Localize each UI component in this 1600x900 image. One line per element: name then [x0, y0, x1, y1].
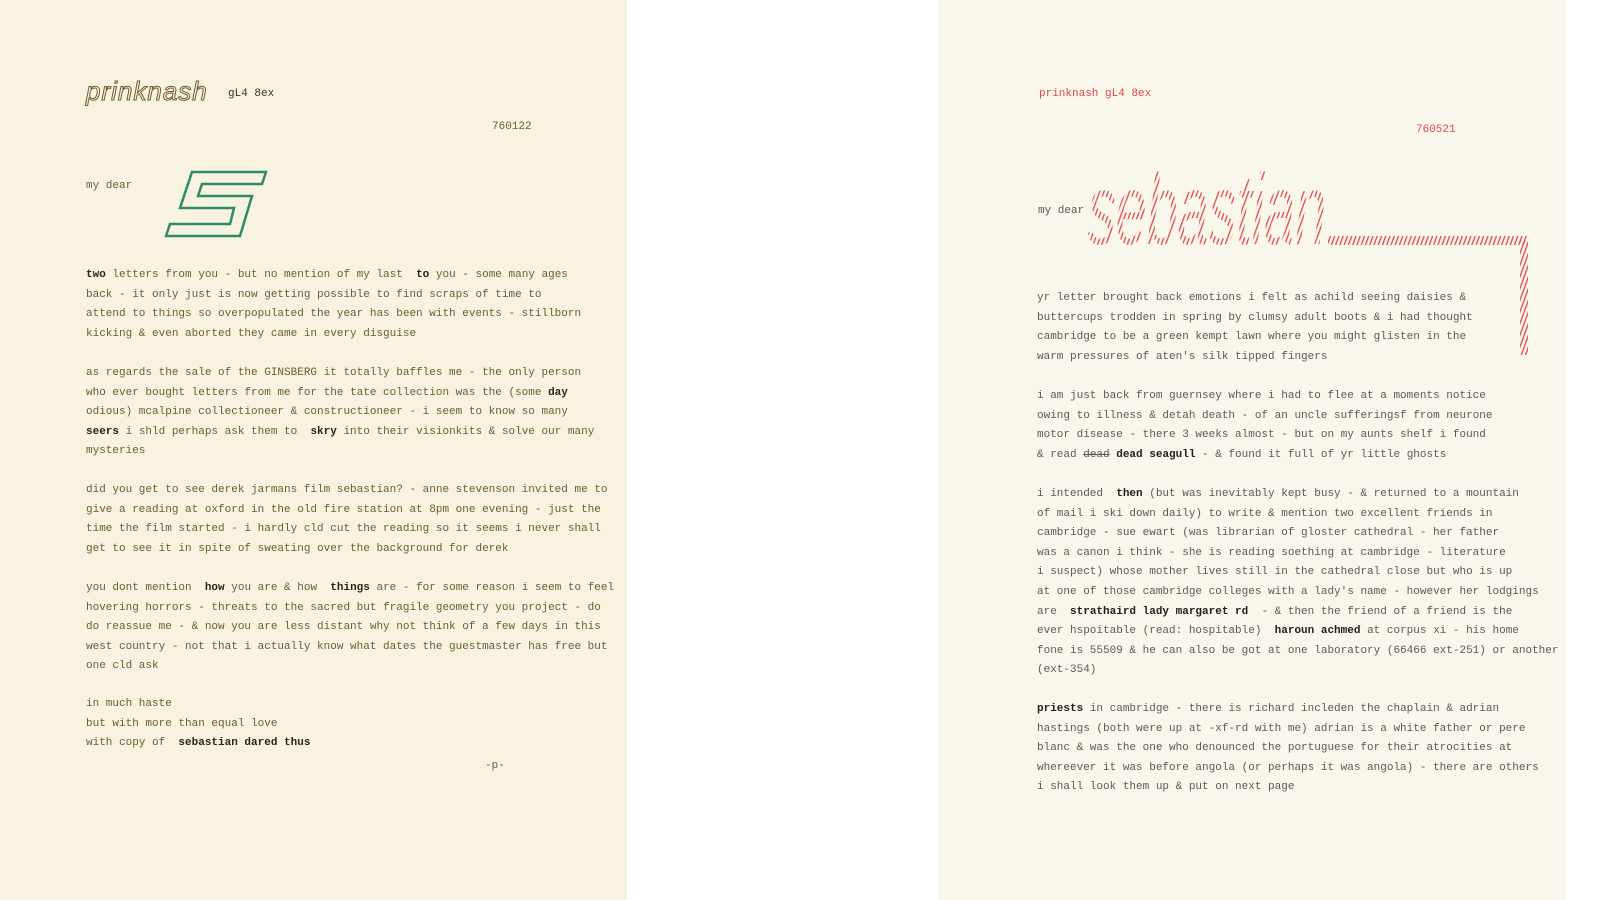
text-line — [1037, 485, 1559, 505]
text-line — [1037, 426, 1492, 446]
paragraph — [86, 695, 310, 754]
text-segment: of mail i ski down daily) to write & mention two excellent friends in — [1037, 507, 1493, 520]
bold-text: day — [548, 386, 568, 399]
logo-text: prinknash — [86, 76, 208, 106]
text-segment: in cambridge - there is richard incleden the chaplain & adrian — [1083, 703, 1500, 715]
bold-text: to — [416, 269, 430, 281]
text-line — [1037, 563, 1559, 583]
text-segment: i shall look them up & put on next page — [1037, 781, 1295, 794]
text-line — [1037, 642, 1559, 662]
text-segment: but with more than equal love — [86, 717, 278, 730]
text-segment: are - for some reason i seem to feel — [369, 582, 615, 594]
s-monogram — [162, 166, 270, 242]
text-line — [86, 520, 608, 540]
text-segment: attend to things so overpopulated the year has been with events - stillborn — [86, 308, 582, 321]
salutation: my dear — [1038, 205, 1085, 217]
text-line — [1037, 289, 1473, 309]
text-line — [1037, 544, 1559, 564]
text-line — [1037, 720, 1539, 740]
bold-text: seers — [86, 425, 120, 438]
text-line — [86, 657, 614, 677]
text-segment: did you get to see derek jarmans film sebastian? - anne stevenson invited me to — [86, 484, 608, 496]
text-segment: at corpus xi - his home — [1360, 625, 1519, 638]
paragraph — [86, 579, 614, 677]
text-segment: i suspect) whose mother lives still in the cathedral close but who is up — [1037, 566, 1513, 579]
text-line — [1037, 603, 1559, 623]
text-line — [86, 325, 581, 345]
text-segment: fone is 55509 & he can also be got at one laboratory (66466 ext-251) or another — [1037, 644, 1559, 657]
text-line — [86, 266, 581, 286]
text-segment: do reassue me - & now you are less distant why not think of a few days in this — [86, 621, 601, 634]
name-graphic-text: sebastian — [1088, 154, 1326, 266]
letter-date: 760122 — [492, 121, 532, 133]
text-line — [86, 540, 608, 560]
text-line — [86, 384, 594, 404]
text-line — [86, 403, 594, 423]
text-segment: time the film started - i hardly cld cut the reading so it seems i never shall — [86, 523, 601, 536]
text-segment: ever hspoitable (read: hospitable) — [1037, 625, 1275, 638]
text-segment: i am just back from guernsey where i had to flee at a moments notice — [1037, 390, 1486, 402]
text-segment: (ext-354) — [1037, 664, 1097, 677]
letter-date: 760521 — [1416, 124, 1456, 136]
text-line — [1037, 583, 1559, 603]
text-line — [86, 305, 581, 325]
text-line — [86, 734, 310, 754]
text-line — [1037, 759, 1539, 779]
bold-text: haroun achmed — [1274, 625, 1361, 638]
text-line — [86, 695, 310, 715]
letterhead-postcode: gL4 8ex — [228, 88, 275, 100]
text-segment: (but was inevitably kept busy - & returned to a mountain — [1142, 488, 1519, 500]
text-line — [1037, 524, 1559, 544]
paragraph — [1037, 289, 1473, 367]
text-line — [1037, 700, 1539, 720]
text-segment: back - it only just is now getting possible to find scraps of time to — [86, 288, 542, 301]
bold-text: skry — [310, 425, 337, 438]
text-segment: blanc & was the one who denounced the portuguese for their atrocities at — [1037, 742, 1513, 755]
text-line — [1037, 446, 1492, 466]
text-segment: at one of those cambridge colleges with a lady's name - however her lodgings — [1037, 585, 1539, 598]
text-line — [1037, 739, 1539, 759]
text-segment: you are & how — [224, 582, 331, 594]
paragraph — [86, 481, 608, 559]
bold-text: priests — [1037, 703, 1084, 715]
paragraph — [1037, 485, 1559, 681]
text-line — [86, 423, 594, 443]
text-segment: who ever bought letters from me for the tate collection was the (some — [86, 386, 549, 399]
bold-text: things — [330, 582, 370, 594]
text-segment: west country - not that i actually know what dates the guestmaster has free but — [86, 640, 608, 653]
text-line — [1037, 387, 1492, 407]
text-segment: odious) mcalpine collectioneer & constructioneer - i seem to know so many — [86, 406, 568, 419]
text-segment: was a canon i think - she is reading soething at cambridge - literature — [1037, 546, 1506, 559]
text-line — [1037, 661, 1559, 681]
text-segment: you dont mention — [86, 582, 205, 594]
text-segment: i intended — [1037, 488, 1117, 500]
text-segment: motor disease - there 3 weeks almost - but on my aunts shelf i found — [1037, 429, 1486, 442]
text-segment: - & found it full of yr little ghosts — [1195, 448, 1447, 461]
text-segment: you - some many ages — [429, 269, 568, 281]
text-segment: warm pressures of aten's silk tipped fingers — [1037, 350, 1328, 363]
struck-text: dead — [1083, 448, 1110, 461]
text-line — [1037, 622, 1559, 642]
bold-text: sebastian dared thus — [178, 737, 311, 750]
text-segment: yr letter brought back emotions i felt as achild seeing daisies & — [1037, 292, 1467, 304]
text-line — [86, 638, 614, 658]
letter-page-left — [0, 0, 627, 900]
text-line — [86, 364, 594, 384]
text-line — [1037, 348, 1473, 368]
bold-text: two — [86, 269, 106, 281]
text-line — [1037, 328, 1473, 348]
text-line — [86, 715, 310, 735]
text-line — [86, 442, 594, 462]
text-segment: one cld ask — [86, 660, 159, 673]
text-segment: cambridge - sue ewart (was librarian of gloster cathedral - her father — [1037, 527, 1500, 540]
text-segment: hastings (both were up at -xf-rd with me) adrian is a white father or pere — [1037, 722, 1526, 735]
bold-text: then — [1116, 488, 1143, 500]
text-segment: give a reading at oxford in the old fire station at 8pm one evening - just the — [86, 503, 601, 516]
text-segment: with copy of — [86, 737, 179, 750]
text-line — [86, 579, 614, 599]
text-segment: - & then the friend of a friend is the — [1248, 605, 1513, 618]
text-segment: & read — [1037, 448, 1084, 461]
text-line — [86, 286, 581, 306]
text-line — [1037, 407, 1492, 427]
text-line — [86, 618, 614, 638]
letterhead: prinknash gL4 8ex — [1039, 88, 1152, 100]
letter-page-right — [938, 0, 1566, 900]
text-segment: buttercups trodden in spring by clumsy adult boots & i had thought — [1037, 311, 1473, 324]
text-segment: as regards the sale of the GINSBERG it totally baffles me - the only person — [86, 367, 582, 379]
text-segment: letters from you - but no mention of my last — [105, 269, 417, 281]
text-segment: in much haste — [86, 698, 172, 710]
text-segment: i shld perhaps ask them to — [119, 425, 311, 438]
text-line — [86, 481, 608, 501]
text-segment: hovering horrors - threats to the sacred but fragile geometry you project - do — [86, 601, 601, 614]
text-line — [86, 501, 608, 521]
text-segment: into their visionkits & solve our many — [336, 425, 595, 438]
text-segment: cambridge to be a green kempt lawn where you might glisten in the — [1037, 331, 1467, 344]
paragraph — [1037, 387, 1492, 465]
bold-text: dead seagull — [1116, 448, 1196, 461]
text-segment: kicking & even aborted they came in every disguise — [86, 327, 417, 340]
signature: -p- — [485, 760, 505, 772]
prinknash-logo — [84, 72, 229, 112]
bold-text: strathaird lady margaret rd — [1070, 605, 1249, 618]
paragraph — [1037, 700, 1539, 798]
text-line — [86, 599, 614, 619]
text-segment: whereever it was before angola (or perhaps it was angola) - there are others — [1037, 761, 1539, 774]
paragraph — [86, 364, 594, 462]
salutation: my dear — [86, 180, 133, 192]
text-segment: owing to illness & detah death - of an uncle sufferingsf from neurone — [1037, 409, 1493, 422]
text-line — [1037, 778, 1539, 798]
text-segment: are — [1037, 605, 1071, 618]
bold-text: how — [204, 582, 225, 594]
text-segment: get to see it in spite of sweating over the background for derek — [86, 542, 509, 555]
text-line — [1037, 309, 1473, 329]
text-line — [1037, 505, 1559, 525]
text-segment: mysteries — [86, 445, 146, 458]
paragraph — [86, 266, 581, 344]
